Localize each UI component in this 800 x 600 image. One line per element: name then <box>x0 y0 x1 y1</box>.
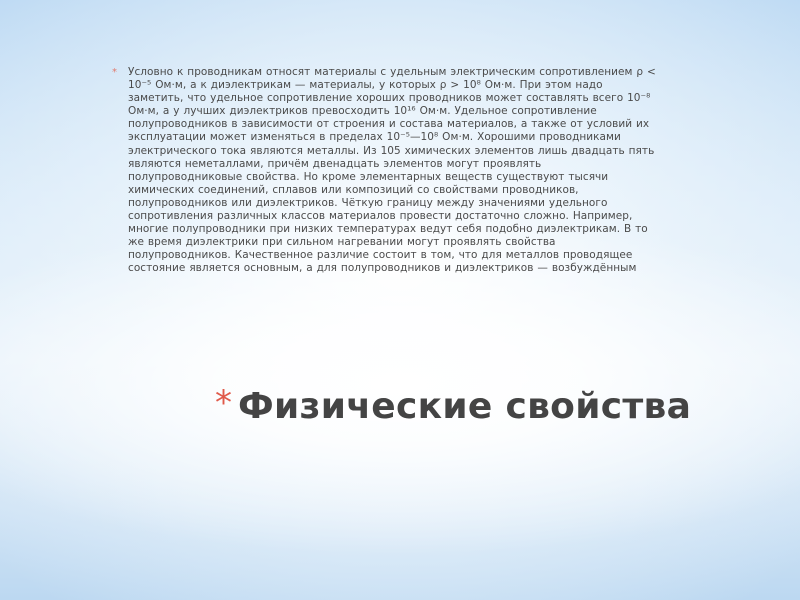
body-paragraph: Условно к проводникам относят материалы с удельным электрическим сопротивлением ρ < 10⁻⁵ Ом·м, а к диэлектрикам — материалы, у которых ρ > 10⁸ Ом·м. При этом надо заметить, что удельное сопротивление хороших проводников может составлять всего 10⁻⁸ Ом·м, а у лучших диэлектриков превосходить 10¹⁶ Ом·м. Удельное сопротивление полупроводников в зависимости от строения и состава материалов, а также от условий их эксплуатации может изменяться в пределах 10⁻⁵—10⁸ Ом·м. Хорошими проводниками электрического тока являются металлы. Из 105 химических элементов лишь двадцать пять являются неметаллами, причём двенадцать элементов могут проявлять полупроводниковые свойства. Но кроме элементарных веществ существуют тысячи химических соединений, сплавов или композиций со свойствами проводников, полупроводников или диэлектриков. Чёткую границу между значениями удельного сопротивления различных классов материалов провести достаточно сложно. Например, многие полупроводники при низких температурах ведут себя подобно диэлектрикам. В то же время диэлектрики при сильном нагревании могут проявлять свойства полупроводников. Качественное различие состоит в том, что для металлов проводящее состояние является основным, а для полупроводников и диэлектриков — возбуждённым <box>128 66 656 275</box>
title-star-icon: * <box>215 382 232 423</box>
content-block <box>112 66 657 276</box>
slide-title <box>215 382 692 427</box>
bullet-star-icon: * <box>112 67 117 78</box>
title-text: Физические свойства <box>238 386 692 427</box>
